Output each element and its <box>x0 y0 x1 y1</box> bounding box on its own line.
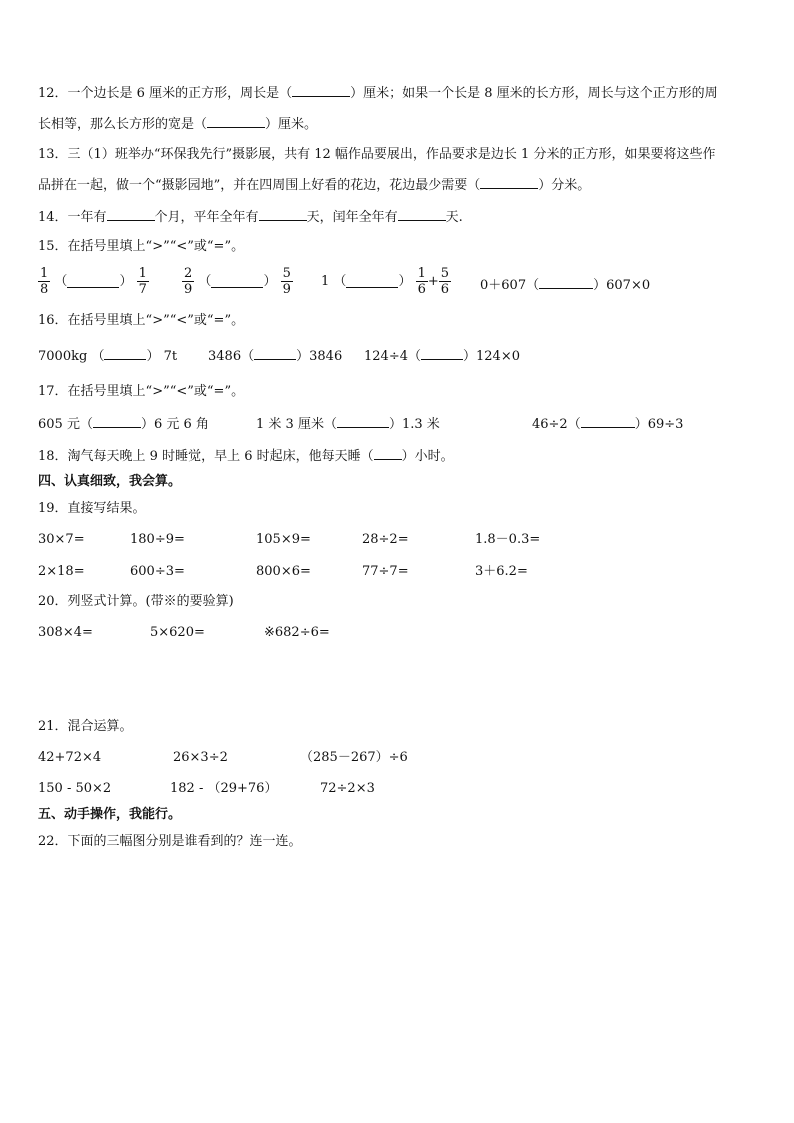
comparison-1: 7000kg （ ） 7t <box>38 349 178 364</box>
calc-item: （285－267）÷6 <box>300 750 408 765</box>
comparison-3: 1 （ ） $\frac{1}{6}$ + $\frac{5}{6}$ <box>321 266 450 297</box>
answer-blank[interactable] <box>374 447 402 460</box>
comparison-1: $\frac{1}{8}$ （ ） $\frac{1}{7}$ <box>40 266 147 297</box>
question-19-row-1 <box>38 531 758 549</box>
comparison-4: 0＋607（ ）607×0 <box>480 278 651 293</box>
answer-blank[interactable] <box>398 208 446 221</box>
calc-item: 42+72×4 <box>38 750 102 765</box>
calc-item: 150 - 50×2 <box>38 781 112 796</box>
comparison-2: 1 米 3 厘米（ ）1.3 米 <box>256 417 440 432</box>
question-13-line-1: 13．三（1）班举办“环保我先行”摄影展，共有 12 幅作品要展出，作品要求是边长 1 分米的正方形，如果要将这些作 <box>38 147 716 162</box>
calc-item: 182 - （29+76） <box>170 781 278 796</box>
answer-blank[interactable] <box>539 276 593 289</box>
calc-item: 5×620= <box>150 625 205 640</box>
question-17-title: 17．在括号里填上“>”“<”或“=”。 <box>38 384 245 399</box>
calc-item: 105×9= <box>256 532 311 547</box>
section-5-heading: 五、动手操作，我能行。 <box>38 807 182 822</box>
comparison-3: 46÷2（ ）69÷3 <box>532 417 684 432</box>
answer-blank[interactable] <box>337 415 389 428</box>
question-19-row-2 <box>38 563 758 581</box>
answer-blank[interactable] <box>421 347 463 360</box>
comparison-3: 124÷4（ ）124×0 <box>364 349 520 364</box>
question-17-comparisons <box>38 415 758 435</box>
calc-item: 180÷9= <box>130 532 185 547</box>
answer-blank[interactable] <box>207 115 265 128</box>
question-21-row-2 <box>38 780 758 798</box>
question-21-title: 21．混合运算。 <box>38 719 133 734</box>
question-13-line-2: 品拼在一起，做一个“摄影园地”，并在四周围上好看的花边，花边最少需要（ ）分米。 <box>38 178 591 193</box>
fraction: $\frac{5}{6}$ <box>440 266 450 297</box>
calc-item: 800×6= <box>256 564 311 579</box>
question-15-title: 15．在括号里填上“>”“<”或“=”。 <box>38 239 245 254</box>
answer-blank[interactable] <box>93 415 141 428</box>
fraction: $\frac{1}{6}$ <box>417 266 426 297</box>
calc-item: 26×3÷2 <box>173 750 228 765</box>
answer-blank[interactable] <box>480 176 538 189</box>
calc-item: 2×18= <box>38 564 85 579</box>
comparison-2: $\frac{2}{9}$ （ ） $\frac{5}{9}$ <box>184 266 291 297</box>
answer-blank[interactable] <box>67 275 119 288</box>
calc-item: 600÷3= <box>130 564 185 579</box>
answer-blank[interactable] <box>581 415 635 428</box>
question-16-comparisons <box>38 347 758 367</box>
calc-item: 308×4= <box>38 625 93 640</box>
answer-blank[interactable] <box>259 208 307 221</box>
question-22-title: 22．下面的三幅图分别是谁看到的？连一连。 <box>38 834 302 849</box>
calc-item: 1.8－0.3= <box>475 532 541 547</box>
comparison-1: 605 元（ ）6 元 6 角 <box>38 417 209 432</box>
fraction: $\frac{5}{9}$ <box>282 266 291 297</box>
answer-blank[interactable] <box>254 347 296 360</box>
answer-blank[interactable] <box>346 275 398 288</box>
section-4-heading: 四、认真细致，我会算。 <box>38 474 182 489</box>
fraction: $\frac{2}{9}$ <box>184 266 193 297</box>
question-12-line-1: 12．一个边长是 6 厘米的正方形，周长是（ ）厘米；如果一个长是 8 厘米的长方形，周长与这个正方形的周 <box>38 86 718 101</box>
question-19-title: 19．直接写结果。 <box>38 501 146 516</box>
answer-blank[interactable] <box>292 84 350 97</box>
fraction: $\frac{1}{8}$ <box>40 266 49 297</box>
question-21-row-1 <box>38 749 758 767</box>
answer-blank[interactable] <box>211 275 263 288</box>
calc-item: 77÷7= <box>362 564 409 579</box>
question-20-items <box>38 624 758 642</box>
comparison-2: 3486（ ）3846 <box>208 349 343 364</box>
calc-item: 28÷2= <box>362 532 409 547</box>
answer-blank[interactable] <box>107 208 155 221</box>
calc-item: ※682÷6= <box>264 625 330 640</box>
calc-item: 3＋6.2= <box>475 564 528 579</box>
question-16-title: 16．在括号里填上“>”“<”或“=”。 <box>38 313 245 328</box>
calc-item: 30×7= <box>38 532 85 547</box>
question-14: 14．一年有 个月，平年全年有 天，闰年全年有 天. <box>38 210 463 225</box>
question-18: 18．淘气每天晚上 9 时睡觉，早上 6 时起床，他每天睡（ ）小时。 <box>38 449 454 464</box>
question-12-line-2: 长相等，那么长方形的宽是（ ）厘米。 <box>38 117 318 132</box>
answer-blank[interactable] <box>104 347 146 360</box>
calc-item: 72÷2×3 <box>320 781 375 796</box>
question-20-title: 20．列竖式计算。(带※的要验算) <box>38 594 234 609</box>
fraction: $\frac{1}{7}$ <box>138 266 147 297</box>
